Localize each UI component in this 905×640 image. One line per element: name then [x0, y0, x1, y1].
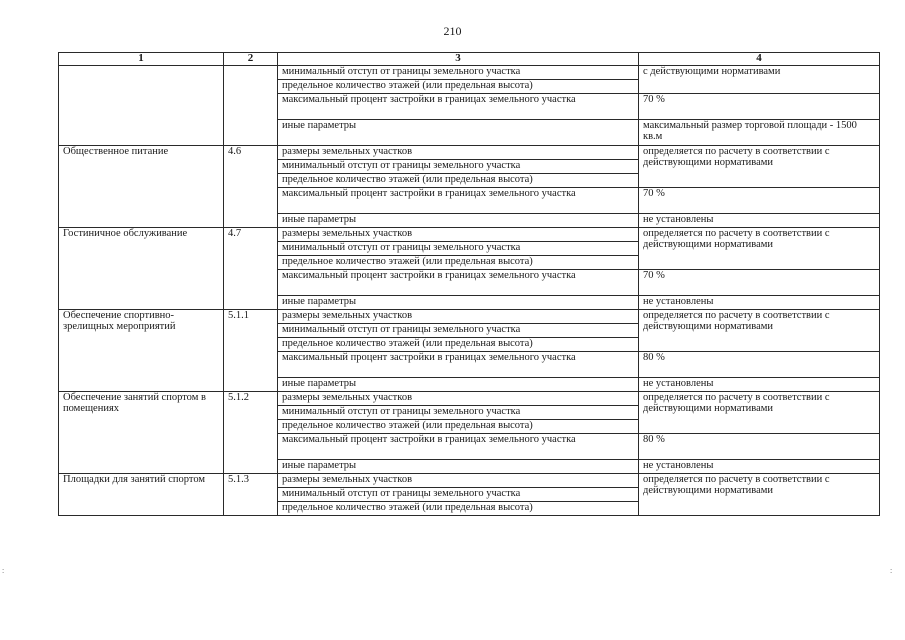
- value-by-calculation: определяется по расчету в соответствии с действующими нормативами: [639, 392, 880, 434]
- value-other: не установлены: [639, 378, 880, 392]
- param-max-percent: максимальный процент застройки в границах земельного участка: [278, 94, 639, 120]
- header-col-1: 1: [59, 53, 224, 66]
- land-use-name: Площадки для занятий спортом: [59, 474, 224, 516]
- regulations-table: [58, 52, 880, 516]
- param-sizes: размеры земельных участков: [278, 228, 639, 242]
- value-percent: 70 %: [639, 94, 880, 120]
- param-other: иные параметры: [278, 460, 639, 474]
- param-max-percent: максимальный процент застройки в границах земельного участка: [278, 434, 639, 460]
- param-max-floors: предельное количество этажей (или предельная высота): [278, 80, 639, 94]
- table-row: [59, 392, 880, 406]
- value-percent: 80 %: [639, 352, 880, 378]
- param-other: иные параметры: [278, 296, 639, 310]
- header-col-4: 4: [639, 53, 880, 66]
- land-use-name: Обеспечение спортивно-зрелищных мероприятий: [59, 310, 224, 392]
- table-row: [59, 474, 880, 488]
- param-min-setback: минимальный отступ от границы земельного участка: [278, 406, 639, 420]
- land-use-code: 5.1.1: [224, 310, 278, 392]
- value-by-calculation: определяется по расчету в соответствии с действующими нормативами: [639, 310, 880, 352]
- land-use-name: Обеспечение занятий спортом в помещениях: [59, 392, 224, 474]
- param-max-floors: предельное количество этажей (или предельная высота): [278, 174, 639, 188]
- param-min-setback: минимальный отступ от границы земельного участка: [278, 242, 639, 256]
- value-normatives: с действующими нормативами: [639, 66, 880, 94]
- value-percent: 80 %: [639, 434, 880, 460]
- land-use-name: [59, 66, 224, 146]
- param-max-floors: предельное количество этажей (или предельная высота): [278, 338, 639, 352]
- value-other: не установлены: [639, 460, 880, 474]
- land-use-code: 4.6: [224, 146, 278, 228]
- param-max-percent: максимальный процент застройки в границах земельного участка: [278, 352, 639, 378]
- scan-edge-mark-left: :: [2, 566, 5, 575]
- value-by-calculation: определяется по расчету в соответствии с действующими нормативами: [639, 228, 880, 270]
- param-min-setback: минимальный отступ от границы земельного участка: [278, 160, 639, 174]
- land-use-code: 4.7: [224, 228, 278, 310]
- param-sizes: размеры земельных участков: [278, 146, 639, 160]
- param-max-floors: предельное количество этажей (или предельная высота): [278, 502, 639, 516]
- param-sizes: размеры земельных участков: [278, 474, 639, 488]
- param-max-percent: максимальный процент застройки в границах земельного участка: [278, 270, 639, 296]
- header-col-3: 3: [278, 53, 639, 66]
- table-row: [59, 146, 880, 160]
- land-use-name: Общественное питание: [59, 146, 224, 228]
- param-max-floors: предельное количество этажей (или предельная высота): [278, 256, 639, 270]
- param-sizes: размеры земельных участков: [278, 310, 639, 324]
- value-percent: 70 %: [639, 188, 880, 214]
- param-other: иные параметры: [278, 378, 639, 392]
- land-use-code: [224, 66, 278, 146]
- land-use-code: 5.1.2: [224, 392, 278, 474]
- land-use-code: 5.1.3: [224, 474, 278, 516]
- table-row: [59, 66, 880, 80]
- param-max-floors: предельное количество этажей (или предельная высота): [278, 420, 639, 434]
- value-by-calculation: определяется по расчету в соответствии с действующими нормативами: [639, 474, 880, 516]
- value-other: не установлены: [639, 296, 880, 310]
- param-min-setback: минимальный отступ от границы земельного участка: [278, 324, 639, 338]
- value-other: не установлены: [639, 214, 880, 228]
- param-min-setback: минимальный отступ от границы земельного участка: [278, 488, 639, 502]
- param-min-setback: минимальный отступ от границы земельного участка: [278, 66, 639, 80]
- param-other: иные параметры: [278, 214, 639, 228]
- header-row: [59, 53, 880, 66]
- param-other: иные параметры: [278, 120, 639, 146]
- table-row: [59, 228, 880, 242]
- scan-edge-mark-right: :: [890, 566, 893, 575]
- value-percent: 70 %: [639, 270, 880, 296]
- page-number: 210: [443, 24, 462, 38]
- param-sizes: размеры земельных участков: [278, 392, 639, 406]
- param-max-percent: максимальный процент застройки в границах земельного участка: [278, 188, 639, 214]
- value-by-calculation: определяется по расчету в соответствии с действующими нормативами: [639, 146, 880, 188]
- table-row: [59, 310, 880, 324]
- land-use-name: Гостиничное обслуживание: [59, 228, 224, 310]
- header-col-2: 2: [224, 53, 278, 66]
- value-other: максимальный размер торговой площади - 1500 кв.м: [639, 120, 880, 146]
